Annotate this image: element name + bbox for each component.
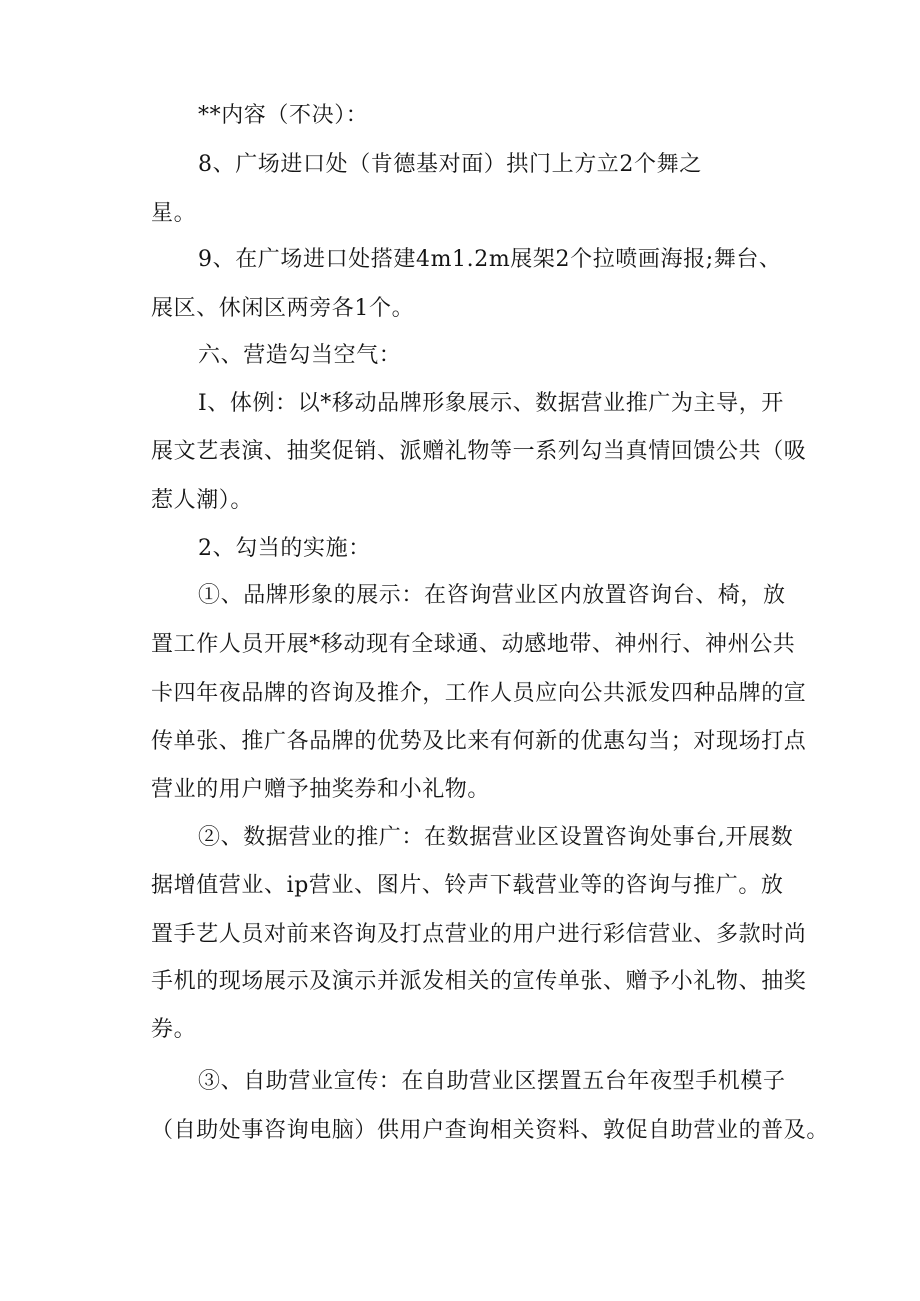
text-line: 置工作人员开展*移动现有全球通、动感地带、神州行、神州公共 (151, 632, 796, 657)
text-line: ③、自助营业宣传：在自助营业区摆置五台年夜型手机模子 (198, 1069, 786, 1094)
text-line: 展区、休闲区两旁各1个。 (151, 296, 415, 321)
text-line: I、体例：以*移动品牌形象展示、数据营业推广为主导，开 (198, 391, 784, 416)
text-line: 据增值营业、ip营业、图片、铃声下载营业等的咨询与推广。放 (151, 873, 784, 898)
text-line: （自助处事咨询电脑）供用户查询相关资料、敦促自助营业的普及。 (151, 1118, 830, 1143)
text-line: 惹人潮）。 (151, 488, 254, 513)
text-line: 2、勾当的实施： (198, 536, 371, 561)
text-line: 手机的现场展示及演示并派发相关的宣传单张、赠予小礼物、抽奖 (151, 969, 807, 994)
text-line: 8、广场进口处（肯德基对面）拱门上方立2个舞之 (198, 152, 702, 177)
text-line: 卡四年夜品牌的咨询及推介，工作人员应向公共派发四种品牌的宣 (151, 681, 807, 706)
text-line: **内容（不决）： (198, 103, 369, 128)
text-line: 营业的用户赠予抽奖券和小礼物。 (151, 777, 491, 802)
section-heading: 六、营造勾当空气： (198, 343, 402, 368)
text-line: 传单张、推广各品牌的优势及比来有何新的优惠勾当；对现场打点 (151, 729, 807, 754)
text-line: 券。 (151, 1017, 197, 1042)
text-line: ①、品牌形象的展示：在咨询营业区内放置咨询台、椅，放 (198, 583, 786, 608)
text-line: ②、数据营业的推广：在数据营业区设置咨询处事台,开展数 (198, 825, 794, 850)
text-line: 9、在广场进口处搭建4m1.2m展架2个拉喷画海报;舞台、 (198, 247, 782, 272)
text-line: 星。 (151, 201, 197, 226)
text-line: 展文艺表演、抽奖促销、派赠礼物等一系列勾当真情回馈公共（吸 (151, 439, 807, 464)
text-line: 置手艺人员对前来咨询及打点营业的用户进行彩信营业、多款时尚 (151, 922, 807, 947)
